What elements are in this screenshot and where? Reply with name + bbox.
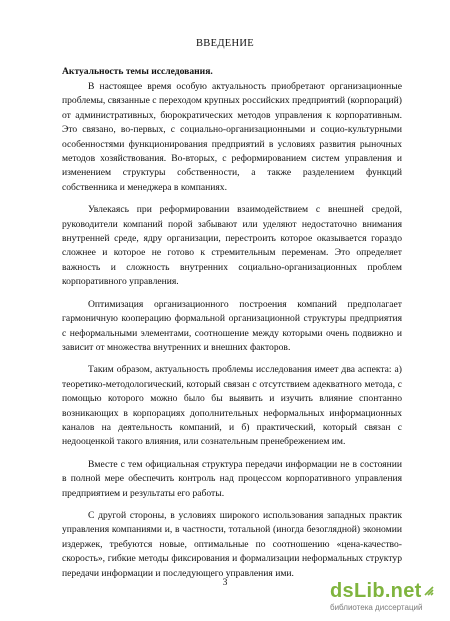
section-heading: Актуальность темы исследования.	[62, 66, 213, 77]
paragraph: Таким образом, актуальность проблемы исследования имеет два аспекта: а) теоретико-методологический, который связан с отсутствием адекватного метода, с помощью которого можно было бы выявить и изучить влияние спонтанно возникающих в корпорациях дополнительных неформальных информационных каналов на деятельность компаний, и б) практический, который связан с недооценкой такого влияния, или сознательным пренебрежением им.	[62, 364, 402, 448]
paragraph: Вместе с тем официальная структура передачи информации не в состоянии в полной мере обеспечить контроль над процессом корпоративного управления предприятием и результаты его работы.	[62, 458, 402, 499]
paragraph: Оптимизация организационного построения компаний предполагает гармоничную кооперацию формальной организационной структуры предприятия с неформальными элементами, соотношение между которыми очень подвижно и зависит от множества внутренних и внешних факторов.	[62, 298, 402, 353]
watermark-logo	[330, 580, 448, 618]
watermark-subtitle: библиотека диссертаций	[330, 603, 423, 612]
page-number: 3	[222, 577, 228, 588]
page-title: ВВЕДЕНИЕ	[196, 38, 254, 49]
paragraph: В настоящее время особую актуальность приобретают организационные проблемы, связанные с переходом крупных российских предприятий (корпораций) от административных, бюрократических методов управления к корпоративным. Это связано, во-первых, с социально-организационными и социо-культурными особенностями функционирования предприятий в условиях развития рыночных методов хозяйствования. Во-вторых, с реформированием систем управления и изменением структуры собственности, а также разделением функций собственника и менеджера в компаниях.	[62, 81, 402, 193]
document-body	[62, 80, 402, 589]
paragraph: Увлекаясь при реформировании взаимодействием с внешней средой, руководители компаний порой забывают или уделяют недостаточно внимания внутренней среде, ядру организации, перестроить которое оказывается гораздо сложнее и которое не готово к стремительным переменам. Это определяет важность и сложность внутренних социально-организационных проблем корпоративного управления.	[62, 204, 402, 288]
watermark-text: dsLib.net	[330, 580, 422, 602]
logo-mark-icon	[424, 586, 434, 596]
paragraph: С другой стороны, в условиях широкого использования западных практик управления компаниями и, в частности, тотальной (иногда безоглядной) экономии издержек, требуются новые, оптимальные по соотношению «цена-качество-скорость», гибкие методы фиксирования и формализации неформальных структур передачи информации и последующего управления ими.	[62, 509, 402, 579]
